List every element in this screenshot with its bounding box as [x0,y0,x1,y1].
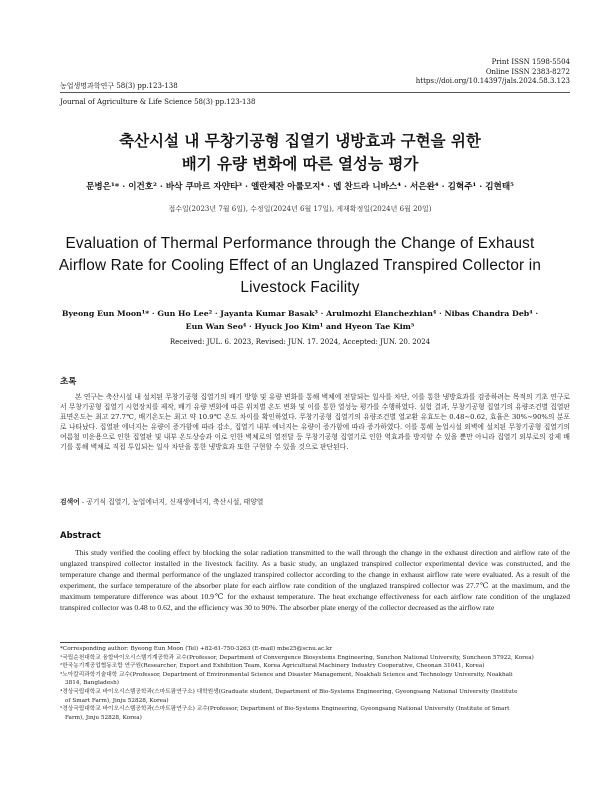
abstract-korean-body: 본 연구는 축산시설 내 설치된 무창기공형 집열기의 배기 방향 및 유량 변화를 통해 벽체에 전달되는 일사를 차단, 이를 통한 냉방효과를 검증하려는 목적의 기초 연구로서 무창기공형 집열기 시험장치를 제작, 배기 유량 변화에 따른 위치별 온도 변화 및 이를 통한 열성능 평가를 수행하였다. 실험 결과, 무창기공형 집열기의 유량조건별 집열판 표면온도는 최고 27.7℃, 배기온도는 최고 약 10.9℃ 온도 차이를 확인하였다. 무창기공형 집열기의 유량조건별 열교환 유효도는 0.48∼0.62, 효율은 30%∼90%의 분포로 나타났다. 집열판 에너지는 유량이 증가함에 따라 감소, 집열기 내부 에너지는 유량이 증가함에 따라 증가하였다. 이를 통해 농업시설 외벽에 설치된 무창기공형 집열기의 여름철 미운용으로 인한 집열판 및 내부 온도상승과 이로 인한 벽체로의 열전달 등 무창기공형 집열기로 인한 역효과를 방지할 수 있을 뿐만 아니라 집열기 외부로의 강제 배기를 통해 벽체로 직접 투입되는 일사 차단을 통한 냉방효과 또한 구현할 수 있을 것으로 판단된다. [60,393,570,451]
journal-en: Journal of Agriculture & Life Science 58(3) pp.123-138 [60,98,256,106]
header-rule [60,92,570,93]
title-korean-line1: 축산시설 내 무창기공형 집열기 냉방효과 구현을 위한 [119,132,481,150]
dates-korean: 접수일(2023년 7월 6일), 수정일(2024년 6월 17일), 게재확정일(2024년 6월 20일) [168,205,432,213]
footnote-affiliation-4-cont: of Smart Farm), Jinju 52828, Korea) [65,697,169,704]
authors-english-line1: Byeong Eun Moon¹* · Gun Ho Lee² · Jayanta Kumar Basak³ · Arulmozhi Elanchezhian⁴ · Nibas Chandra Deb⁴ · [61,309,539,318]
dates-english: Received: JUL. 6. 2023, Revised: JUN. 17. 2024, Accepted: JUN. 20. 2024 [169,338,431,346]
print-issn: Print ISSN 1598-5504 [491,58,570,66]
keywords-label: 검색어 [60,498,80,506]
keywords-list: - 공기식 집열기, 농업에너지, 신재생에너지, 축산시설, 태양열 [79,498,264,506]
title-english-line3: Livestock Facility [240,279,360,296]
title-korean-line2: 배기 유량 변화에 따른 열성능 평가 [181,155,419,173]
title-korean [0,130,600,176]
footnote-affiliation-5-cont: Farm), Jinju 52828, Korea) [65,714,142,721]
title-english-line1: Evaluation of Thermal Performance through the Change of Exhaust [65,235,535,252]
footnote-affiliation-3-cont: 3814, Bangladesh) [65,680,119,687]
footnote-corresponding: *Corresponding author: Byeong Eun Moon (Tel) +82-61-750-3263 (E-mail) mbe25@scnu.ac.kr [60,646,333,652]
footnote-affiliation-1: ¹국립순천대학교 융합바이오시스템기계공학과 교수(Professor, Department of Convergence Biosystems Engineering, Sunchon National University, Suncheon 57922, Korea) [60,654,534,661]
footnote-affiliation-3: ³노아칼리과학기술대학 교수(Professor, Department of Environmental Science and Disaster Management, Noakhali Science and Technology University, Noakhali [60,671,513,678]
footnote-rule [60,642,180,643]
authors-english-line2: Eun Wan Seo⁴ · Hyuck Joo Kim¹ and Hyeon Tae Kim⁵ [185,321,415,331]
keywords-korean [60,496,263,506]
journal-ko: 농업생명과학연구 58(3) pp.123-138 [60,82,178,90]
abstract-korean-heading: 초록 [60,377,77,387]
issn-block [416,58,570,87]
doi-link[interactable]: https://doi.org/10.14397/jals.2024.58.3.123 [415,77,570,85]
authors-english [0,308,600,333]
footnote-affiliation-5: ⁵경상국립대학교 바이오시스템공학과(스마트팜연구소) 교수(Professor, Department of Bio-Systems Engineering, Gyeongsang National University (Institute of Smart [60,706,510,713]
title-english [0,233,600,299]
online-issn: Online ISSN 2383-8272 [485,67,570,76]
footnotes [60,645,570,722]
abstract-english-heading: Abstract [60,531,101,541]
footnote-affiliation-4: ⁴경상국립대학교 바이오시스템공학과(스마트팜연구소) 대학원생(Graduate student, Department of Bio-Systems Engineering, Gyeongsang National University (Institute [60,688,518,695]
title-english-line2: Airflow Rate for Cooling Effect of an Unglazed Transpired Collector in [58,257,542,274]
abstract-english-body: This study verified the cooling effect by blocking the solar radiation transmitted to the wall through the change in the exhaust direction and airflow rate of the unglazed transpired collector installed in the livestock facility. As a basic study, an unglazed transpired collector experimental device was constructed, and the temperature change and thermal performance of the unglazed transpired collector according to the change in exhaust airflow rate were evaluated. As a result of the experiment, the surface temperature of the absorber plate for each airflow rate condition of the unglazed transpired collector was 27.7℃ at the maximum, and the maximum temperature difference was about 10.9℃ for the exhaust temperature. The heat exchange effectiveness for each airflow rate condition of the unglazed transpired collector was 0.48 to 0.62, and the efficiency was 30 to 90%. The absorber plate energy of the collector decreased as the airflow rate [60,548,570,613]
footnote-affiliation-2: ²한국농기계공업협동조합 연구원(Researcher, Export and Exhibition Team, Korea Agricultural Machinery Industry Cooperative, Cheonan 31041, Korea) [60,663,485,670]
authors-korean: 문병은¹* · 이건호² · 바삭 쿠마르 자얀타³ · 엘란체잔 아룰모지⁴ · 뎁 찬드라 니바스⁴ · 서은완⁴ · 김혁주¹ · 김현태⁵ [86,182,514,192]
